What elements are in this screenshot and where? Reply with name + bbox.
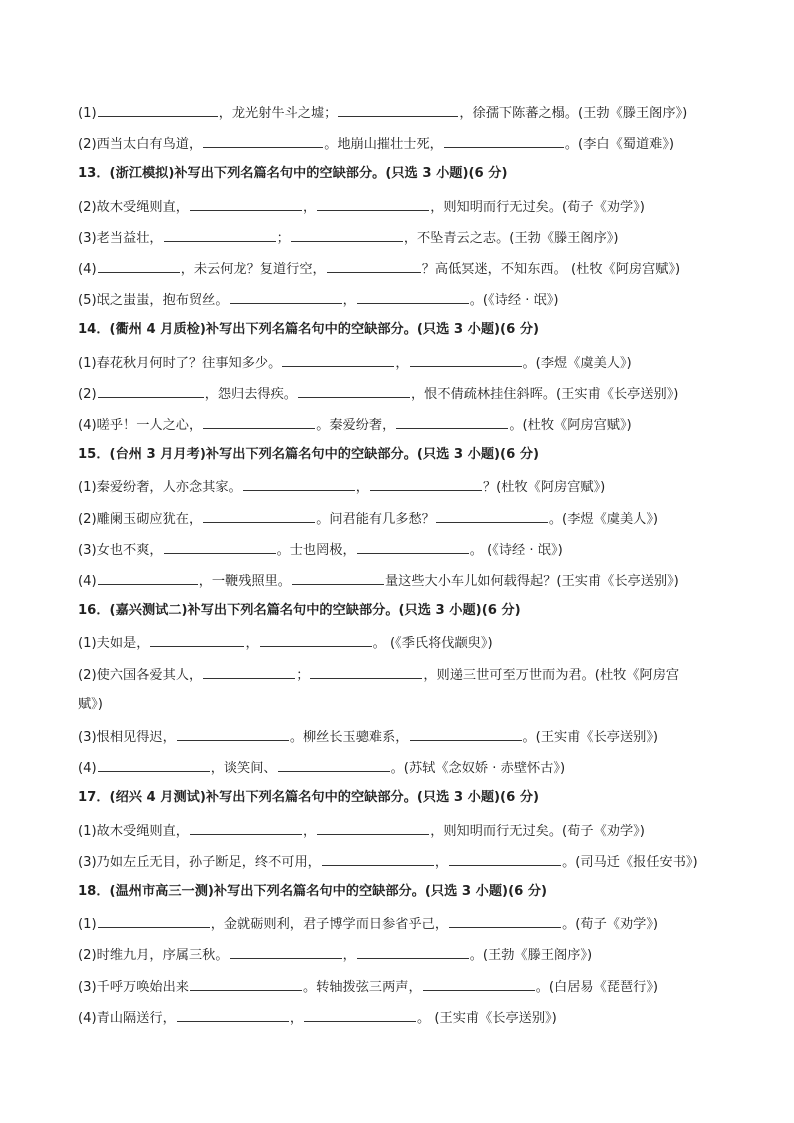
line-text: ，则递三世可至万世而为君。(杜牧《阿房宫	[423, 667, 680, 683]
line-text: (1)	[78, 917, 97, 933]
line-text: ，徐孺下陈蕃之榻。(王勃《滕王阁序》)	[459, 106, 688, 121]
line-text: ，	[289, 1010, 303, 1026]
answer-blank[interactable]	[357, 290, 469, 304]
answer-blank[interactable]	[98, 758, 210, 772]
answer-blank[interactable]	[230, 290, 342, 304]
line-text: (1)	[78, 106, 97, 121]
line-text: ；	[296, 667, 310, 683]
line-text: ，则知明而行无过矣。(荀子《劝学》)	[430, 823, 645, 839]
question-item	[78, 290, 559, 310]
line-text: ，怨归去得疾。	[204, 386, 297, 402]
question-item	[78, 945, 592, 965]
question-item	[78, 259, 680, 279]
question-heading	[78, 446, 539, 464]
line-text: 。(李煜《虞美人》)	[548, 511, 659, 527]
answer-blank[interactable]	[203, 509, 315, 523]
line-text: 。(李白《蜀道难》)	[564, 137, 675, 153]
line-text: (4)青山隔送行，	[78, 1010, 176, 1026]
answer-blank[interactable]	[98, 103, 218, 117]
line-text: (4)	[78, 761, 97, 777]
line-text: (5)氓之蚩蚩，抱布贸丝。	[78, 293, 229, 309]
line-text: ，	[355, 480, 369, 496]
answer-blank[interactable]	[164, 540, 276, 554]
line-text: 。 (《诗经 · 氓》)	[469, 542, 563, 558]
answer-blank[interactable]	[177, 727, 289, 741]
question-heading	[78, 883, 547, 901]
answer-blank[interactable]	[98, 384, 204, 398]
line-text: ，	[342, 948, 356, 964]
question-item	[78, 977, 658, 997]
question-item	[78, 633, 493, 653]
answer-blank[interactable]	[190, 197, 302, 211]
line-text: 。问君能有几多愁？	[316, 511, 435, 527]
question-item	[78, 696, 103, 714]
answer-blank[interactable]	[98, 914, 210, 928]
question-item	[78, 914, 658, 934]
line-text: 赋》)	[78, 696, 103, 712]
question-item	[78, 353, 632, 373]
line-text: ，谈笑间、	[210, 761, 277, 777]
line-text: 15．(台州 3 月月考)补写出下列名篇名句中的空缺部分。(只选 3 小题)(6 分)	[78, 447, 540, 463]
answer-blank[interactable]	[444, 134, 564, 148]
line-text: (2)故木受绳则直，	[78, 199, 189, 215]
line-text: (4)嗟乎！一人之心，	[78, 418, 203, 433]
line-text: (1)春花秋月何时了？往事知多少。	[78, 355, 282, 371]
question-item	[78, 1008, 557, 1028]
question-item	[78, 852, 698, 872]
line-text: ，	[342, 293, 356, 309]
answer-blank[interactable]	[260, 633, 372, 647]
question-heading	[78, 165, 508, 183]
line-text: 14．(衢州 4 月质检)补写出下列名篇名句中的空缺部分。(只选 3 小题)(6 分)	[78, 322, 540, 338]
answer-blank[interactable]	[449, 852, 561, 866]
line-text: 13．(浙江模拟)补写出下列名篇名句中的空缺部分。(只选 3 小题)(6 分)	[78, 166, 508, 182]
line-text: (3)恨相见得迟，	[78, 730, 176, 745]
line-text: ；	[276, 230, 290, 246]
line-text: 18．(温州市高三一测)补写出下列名篇名句中的空缺部分。(只选 3 小题)(6 分)	[78, 884, 548, 899]
answer-blank[interactable]	[322, 852, 434, 866]
answer-blank[interactable]	[190, 821, 302, 835]
question-item	[78, 197, 645, 217]
answer-blank[interactable]	[98, 259, 180, 273]
line-text: ，	[245, 636, 259, 652]
answer-blank[interactable]	[243, 477, 355, 491]
question-item	[78, 384, 678, 404]
line-text: (1)故木受绳则直，	[78, 823, 189, 839]
line-text: 。地崩山摧壮士死，	[324, 137, 443, 153]
line-text: ，	[395, 355, 409, 371]
line-text: (3)老当益壮，	[78, 230, 163, 246]
line-text: (2)	[78, 386, 97, 402]
question-item	[78, 665, 679, 685]
answer-blank[interactable]	[164, 228, 276, 242]
line-text: 。柳丝长玉骢难系，	[289, 730, 409, 745]
line-text: ，不坠青云之志。(王勃《滕王阁序》)	[403, 230, 619, 246]
answer-blank[interactable]	[292, 571, 384, 585]
answer-blank[interactable]	[291, 228, 403, 242]
line-text: (3)千呼万唤始出来	[78, 979, 189, 995]
answer-blank[interactable]	[317, 197, 429, 211]
answer-blank[interactable]	[203, 415, 315, 429]
line-text: ？(杜牧《阿房宫赋》)	[482, 480, 606, 496]
line-text: (2)西当太白有鸟道，	[78, 137, 203, 153]
question-item	[78, 758, 565, 778]
line-text: 。(苏轼《念奴娇 · 赤壁怀古》)	[390, 761, 566, 777]
line-text: 。转轴拨弦三两声，	[303, 979, 422, 995]
question-item	[78, 571, 679, 591]
question-item	[78, 415, 632, 435]
answer-blank[interactable]	[357, 945, 469, 959]
line-text: 。(李煜《虞美人》)	[522, 355, 632, 371]
line-text: 。(荀子《劝学》)	[562, 917, 659, 933]
line-text: (1)秦爱纷奢，人亦念其家。	[78, 480, 242, 496]
line-text: 。(杜牧《阿房宫赋》)	[509, 418, 632, 433]
answer-blank[interactable]	[310, 665, 422, 679]
question-item	[78, 821, 645, 841]
answer-blank[interactable]	[436, 509, 548, 523]
line-text: ，未云何龙？复道行空，	[180, 262, 326, 277]
line-text: ，一鞭残照里。	[198, 574, 291, 589]
answer-blank[interactable]	[230, 945, 342, 959]
line-text: 。秦爱纷奢，	[316, 418, 396, 433]
line-text: ，	[434, 854, 449, 870]
answer-blank[interactable]	[190, 977, 302, 991]
line-text: 。(司马迁《报任安书》)	[562, 854, 698, 870]
line-text: (4)	[78, 574, 97, 589]
answer-blank[interactable]	[410, 353, 522, 367]
line-text: 。(王实甫《长亭送别》)	[522, 730, 659, 745]
answer-blank[interactable]	[177, 1008, 289, 1022]
question-item	[78, 540, 563, 560]
answer-blank[interactable]	[410, 727, 522, 741]
line-text: 。(《诗经 · 氓》)	[469, 293, 559, 309]
line-text: (3)女也不爽，	[78, 542, 163, 558]
line-text: ，则知明而行无过矣。(荀子《劝学》)	[430, 199, 645, 215]
line-text: 量这些大小车儿如何载得起？(王实甫《长亭送别》)	[385, 574, 679, 589]
line-text: ，	[303, 199, 317, 215]
line-text: (2)雕阑玉砌应犹在，	[78, 511, 203, 527]
answer-blank[interactable]	[357, 540, 469, 554]
answer-blank[interactable]	[298, 384, 410, 398]
line-text: 。 (王实甫《长亭送别》)	[417, 1010, 557, 1026]
line-text: 。 (《季氏将伐颛臾》)	[372, 636, 493, 652]
question-item	[78, 727, 658, 747]
answer-blank[interactable]	[150, 633, 244, 647]
answer-blank[interactable]	[98, 571, 198, 585]
line-text: (1)夫如是，	[78, 636, 150, 652]
answer-blank[interactable]	[203, 665, 295, 679]
answer-blank[interactable]	[423, 977, 535, 991]
line-text: 17．(绍兴 4 月测试)补写出下列名篇名句中的空缺部分。(只选 3 小题)(6 分)	[78, 790, 540, 806]
question-item	[78, 509, 658, 529]
line-text: ，恨不倩疏林挂住斜晖。(王实甫《长亭送别》)	[411, 386, 679, 402]
line-text: 。士也罔极，	[276, 542, 356, 558]
answer-blank[interactable]	[304, 1008, 416, 1022]
answer-blank[interactable]	[203, 134, 323, 148]
line-text: (2)使六国各爱其人，	[78, 667, 203, 683]
answer-blank[interactable]	[396, 415, 508, 429]
question-item	[78, 477, 605, 497]
question-heading	[78, 789, 539, 807]
question-heading	[78, 321, 539, 339]
answer-blank[interactable]	[282, 353, 394, 367]
answer-blank[interactable]	[370, 477, 482, 491]
question-item	[78, 134, 674, 154]
question-item	[78, 228, 619, 248]
line-text: 。(白居易《琵琶行》)	[535, 979, 659, 995]
answer-blank[interactable]	[338, 103, 458, 117]
question-item	[78, 103, 687, 123]
line-text: (3)乃如左丘无目，孙子断足，终不可用，	[78, 854, 321, 870]
line-text: (4)	[78, 262, 97, 277]
answer-blank[interactable]	[317, 821, 429, 835]
answer-blank[interactable]	[449, 914, 561, 928]
line-text: (2)时维九月，序属三秋。	[78, 948, 229, 964]
line-text: ，金就砺则利，君子博学而日参省乎己，	[210, 917, 449, 933]
answer-blank[interactable]	[327, 259, 421, 273]
line-text: ，	[303, 823, 317, 839]
line-text: 16．(嘉兴测试二)补写出下列名篇名句中的空缺部分。(只选 3 小题)(6 分)	[78, 603, 521, 619]
line-text: ？高低冥迷，不知东西。 (杜牧《阿房宫赋》)	[421, 262, 681, 277]
line-text: 。(王勃《滕王阁序》)	[469, 948, 593, 964]
answer-blank[interactable]	[278, 758, 390, 772]
question-heading	[78, 602, 521, 620]
line-text: ，龙光射牛斗之墟；	[218, 106, 338, 121]
